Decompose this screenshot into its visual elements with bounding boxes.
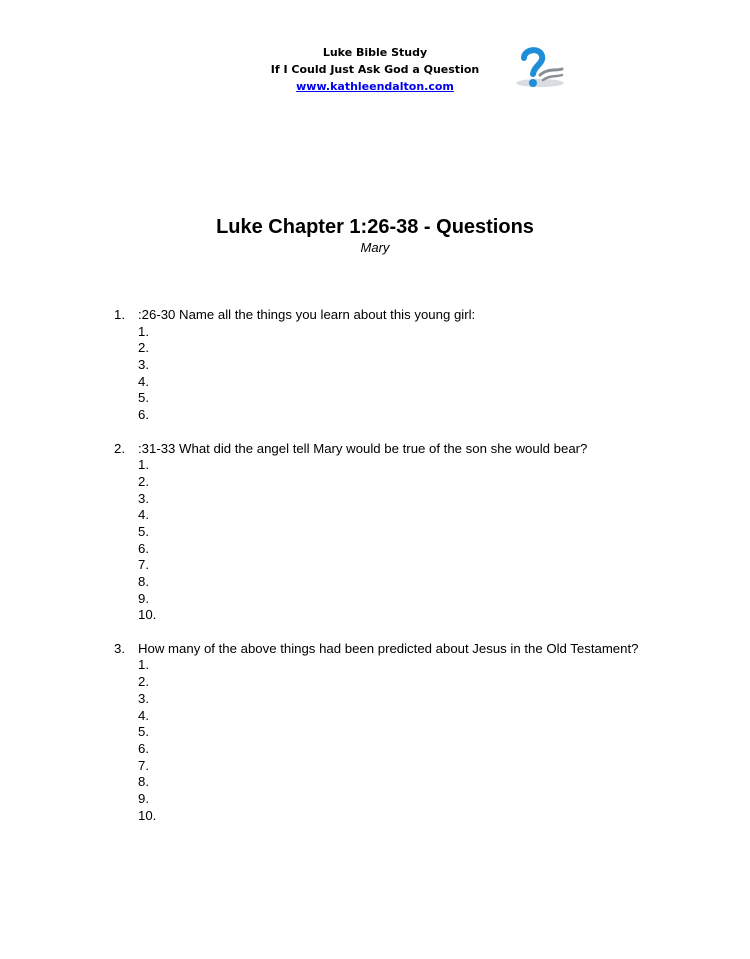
answer-blank-item: 4. [138,373,149,389]
answer-blank-item: 2. [138,473,149,489]
answer-blank-item: 5. [138,724,149,740]
answer-blank-item: 1. [138,657,149,673]
answer-blank-item: 3. [138,357,149,373]
answer-blank-item: 3. [138,690,149,706]
question-text: :26-30 Name all the things you learn about this young girl: [138,307,476,322]
page-subtitle: Mary [360,240,390,255]
answer-blank-item: 6. [138,540,149,556]
answer-blank-item: 2. [138,674,149,690]
header-study-title: Luke Bible Study [322,46,428,59]
header-website-link[interactable]: www.kathleendalton.com [296,80,454,93]
question-item [0,307,750,424]
page-header [0,44,750,95]
question-item [0,441,750,625]
question-text: How many of the above things had been predicted about Jesus in the Old Testament? [138,640,639,656]
answer-blank-item: 1. [138,457,149,473]
answer-blank-item: 7. [138,557,149,573]
answer-blank-list [138,457,750,624]
answer-blank-item: 6. [138,740,149,756]
answer-blank-item: 1. [138,323,149,339]
header-study-subtitle: If I Could Just Ask God a Question [270,63,480,76]
answer-blank-item: 6. [138,407,149,423]
answer-blank-item: 5. [138,390,149,406]
answer-blank-item: 4. [138,707,149,723]
answer-blank-list [138,657,750,824]
answer-blank-item: 5. [138,523,149,539]
answer-blank-item: 4. [138,507,149,523]
title-block [0,214,750,256]
answer-blank-item: 9. [138,590,149,606]
question-number: 1. [114,307,125,322]
answer-blank-item: 8. [138,574,149,590]
answer-blank-item: 7. [138,757,149,773]
page-title: Luke Chapter 1:26-38 - Questions [216,216,534,238]
answer-blank-item: 10. [138,807,157,823]
answer-blank-item: 2. [138,340,149,356]
question-number: 3. [114,640,125,656]
question-number: 2. [114,440,125,456]
question-item [0,641,750,825]
answer-blank-item: 10. [138,607,157,623]
question-list [0,307,750,841]
answer-blank-item: 9. [138,790,149,806]
question-text: :31-33 What did the angel tell Mary would be true of the son she would bear? [138,440,588,456]
answer-blank-item: 8. [138,774,149,790]
question-mark-icon [510,44,566,90]
answer-blank-list [138,324,750,424]
answer-blank-item: 3. [138,490,149,506]
